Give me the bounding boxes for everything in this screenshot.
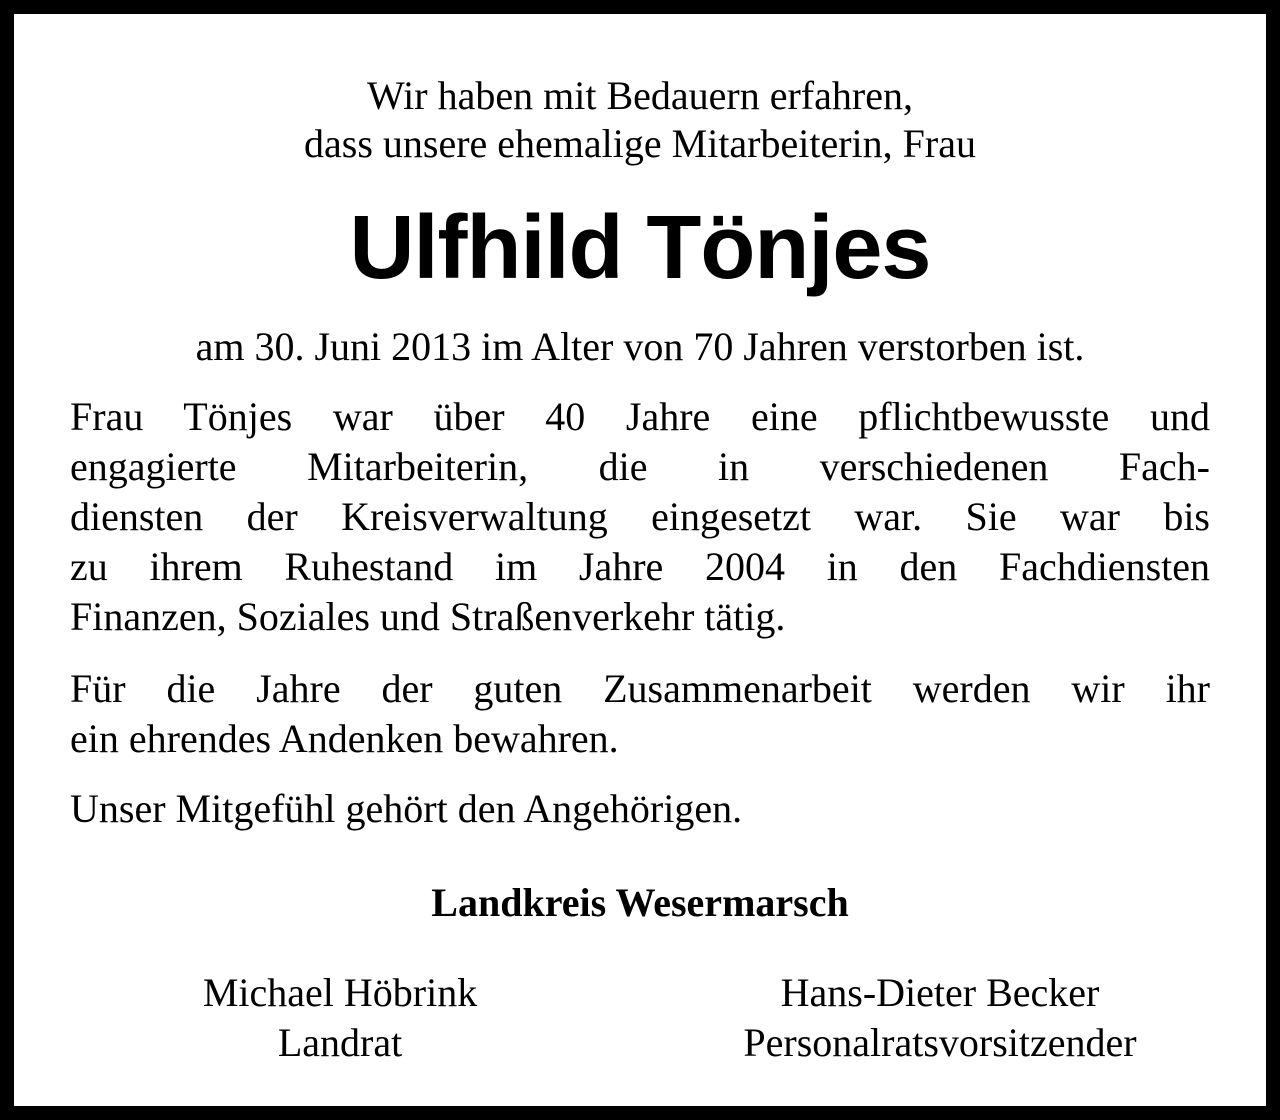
paragraph-line: Für die Jahre der guten Zusammenarbeit werden wir ihr [70,666,1210,711]
organization-name: Landkreis Wesermarsch [431,880,849,925]
signatory-right [690,968,1190,1068]
paragraph-line: Unser Mitgefühl gehört den Angehörigen. [70,786,743,831]
signatory-name: Hans-Dieter Becker [780,970,1100,1015]
signatory-name: Michael Höbrink [202,970,478,1015]
paragraph-line: ein ehrendes Andenken bewahren. [70,716,619,761]
intro-line: dass unsere ehemalige Mitarbeiterin, Frau [304,121,976,166]
intro-line: Wir haben mit Bedauern erfahren, [367,73,913,118]
signatory-role: Personalratsvorsitzender [743,1020,1137,1065]
paragraph-condolence [70,784,1210,834]
paragraph-line: zu ihrem Ruhestand im Jahre 2004 in den Fachdiensten [70,544,1210,589]
signatory-left [140,968,540,1068]
intro-text [14,72,1266,168]
paragraph-line: engagierte Mitarbeiterin, die in verschiedenen Fach- [70,444,1210,489]
death-date-line: am 30. Juni 2013 im Alter von 70 Jahren verstorben ist. [195,324,1085,369]
signatory-role: Landrat [277,1020,403,1065]
obituary-notice [14,14,1266,1106]
paragraph-remembrance [70,664,1210,764]
deceased-name: Ulfhild Tönjes [349,198,931,298]
paragraph-career [70,392,1210,642]
paragraph-line: Finanzen, Soziales und Straßenverkehr tätig. [70,594,786,639]
paragraph-line: diensten der Kreisverwaltung eingesetzt war. Sie war bis [70,494,1210,539]
paragraph-line: Frau Tönjes war über 40 Jahre eine pflichtbewusste und [70,394,1210,439]
